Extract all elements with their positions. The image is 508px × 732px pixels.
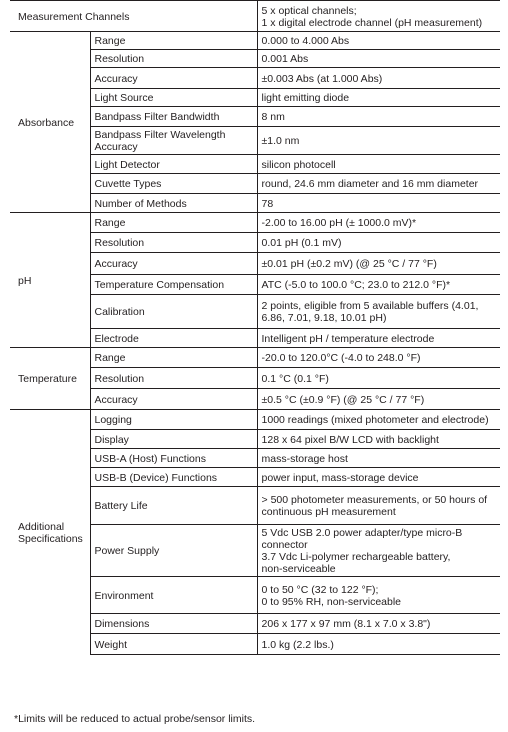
spec-label: Temperature Compensation: [90, 275, 257, 295]
spec-value: silicon photocell: [257, 155, 500, 174]
spec-value: 0.1 °C (0.1 °F): [257, 368, 500, 389]
spec-label: Dimensions: [90, 614, 257, 634]
spec-label: Accuracy: [90, 253, 257, 275]
spec-value: light emitting diode: [257, 89, 500, 107]
spec-value: ±1.0 nm: [257, 127, 500, 155]
spec-label: USB-B (Device) Functions: [90, 468, 257, 487]
spec-value: ±0.5 °C (±0.9 °F) (@ 25 °C / 77 °F): [257, 389, 500, 410]
spec-category: Absorbance: [10, 32, 90, 213]
spec-row: [10, 410, 500, 430]
spec-label: Bandpass Filter Wavelength Accuracy: [90, 127, 257, 155]
spec-value: 78: [257, 194, 500, 213]
spec-value: -20.0 to 120.0°C (-4.0 to 248.0 °F): [257, 348, 500, 368]
spec-label: Range: [90, 32, 257, 50]
spec-label: Bandpass Filter Bandwidth: [90, 107, 257, 127]
spec-label: Number of Methods: [90, 194, 257, 213]
spec-label: Range: [90, 348, 257, 368]
footnote: *Limits will be reduced to actual probe/sensor limits.: [14, 713, 256, 725]
spec-value: > 500 photometer measurements, or 50 hours of continuous pH measurement: [257, 487, 500, 525]
spec-value: 0 to 50 °C (32 to 122 °F); 0 to 95% RH, non-serviceable: [257, 577, 500, 614]
spec-label: Resolution: [90, 233, 257, 253]
spec-value: round, 24.6 mm diameter and 16 mm diameter: [257, 174, 500, 194]
spec-label: Light Detector: [90, 155, 257, 174]
spec-value: 5 Vdc USB 2.0 power adapter/type micro-B connector 3.7 Vdc Li-polymer rechargeable battery, non-serviceable: [257, 525, 500, 577]
spec-value: -2.00 to 16.00 pH (± 1000.0 mV)*: [257, 213, 500, 233]
spec-label: Electrode: [90, 329, 257, 348]
spec-label: Accuracy: [90, 68, 257, 89]
spec-value: 1000 readings (mixed photometer and electrode): [257, 410, 500, 430]
spec-row: [10, 32, 500, 50]
spec-category: Temperature: [10, 348, 90, 410]
spec-label: Resolution: [90, 368, 257, 389]
spec-value: power input, mass-storage device: [257, 468, 500, 487]
spec-value: 8 nm: [257, 107, 500, 127]
spec-label: USB-A (Host) Functions: [90, 449, 257, 468]
specifications-table-body: [10, 1, 500, 655]
spec-label: Range: [90, 213, 257, 233]
spec-label: Calibration: [90, 295, 257, 329]
spec-label: Accuracy: [90, 389, 257, 410]
spec-value: 2 points, eligible from 5 available buffers (4.01, 6.86, 7.01, 9.18, 10.01 pH): [257, 295, 500, 329]
spec-value: 0.001 Abs: [257, 50, 500, 68]
spec-label: Display: [90, 430, 257, 449]
spec-value: 5 x optical channels; 1 x digital electrode channel (pH measurement): [257, 1, 500, 32]
spec-row: [10, 348, 500, 368]
spec-category: Additional Specifications: [10, 410, 90, 655]
spec-label: Battery Life: [90, 487, 257, 525]
spec-value: Intelligent pH / temperature electrode: [257, 329, 500, 348]
spec-value: ±0.01 pH (±0.2 mV) (@ 25 °C / 77 °F): [257, 253, 500, 275]
spec-value: 128 x 64 pixel B/W LCD with backlight: [257, 430, 500, 449]
spec-label: Light Source: [90, 89, 257, 107]
spec-label: Cuvette Types: [90, 174, 257, 194]
spec-label: Resolution: [90, 50, 257, 68]
spec-label: Environment: [90, 577, 257, 614]
spec-category: pH: [10, 213, 90, 348]
spec-value: ATC (-5.0 to 100.0 °C; 23.0 to 212.0 °F)*: [257, 275, 500, 295]
spec-label: Logging: [90, 410, 257, 430]
spec-value: 1.0 kg (2.2 lbs.): [257, 634, 500, 655]
spec-value: 206 x 177 x 97 mm (8.1 x 7.0 x 3.8"): [257, 614, 500, 634]
spec-row: [10, 1, 500, 32]
spec-label: Weight: [90, 634, 257, 655]
specifications-table: [10, 0, 500, 655]
spec-category: Measurement Channels: [10, 1, 257, 32]
spec-value: 0.01 pH (0.1 mV): [257, 233, 500, 253]
spec-value: ±0.003 Abs (at 1.000 Abs): [257, 68, 500, 89]
spec-value: mass-storage host: [257, 449, 500, 468]
spec-label: Power Supply: [90, 525, 257, 577]
spec-value: 0.000 to 4.000 Abs: [257, 32, 500, 50]
spec-row: [10, 213, 500, 233]
